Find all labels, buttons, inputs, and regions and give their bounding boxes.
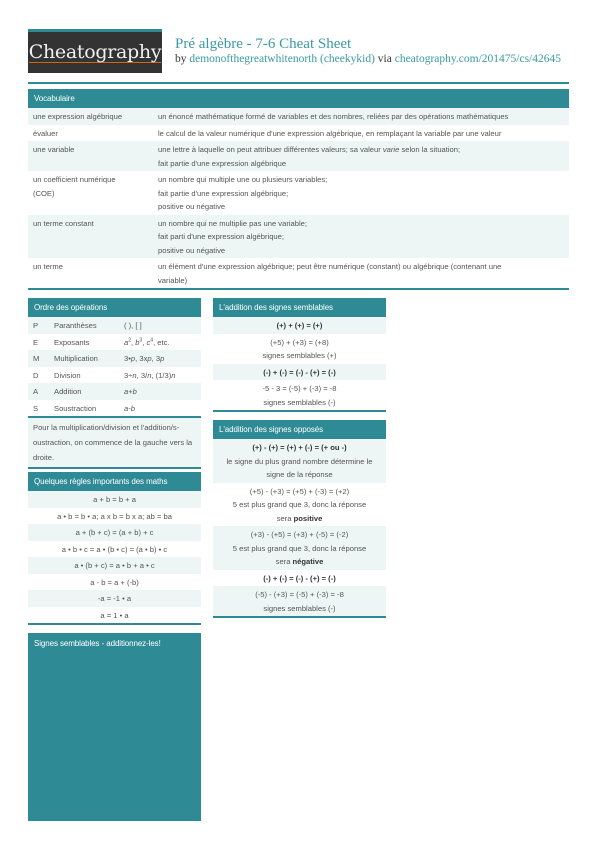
table-row — [28, 108, 569, 125]
example-line: sera positive — [276, 513, 323, 523]
def-line: fait parti d'une expression algébrique; — [158, 232, 284, 241]
example-line: (+5) + (+3) = (+8) — [270, 337, 329, 347]
rule-row — [213, 439, 386, 483]
section-bottom-border — [213, 616, 386, 618]
op-example: 3•p, 3xp, 3p — [124, 354, 165, 363]
example-row — [213, 380, 386, 410]
example-line: 5 est plus grand que 3, donc la réponse — [232, 500, 367, 509]
rule-row: a • b • c = a • (b • c) = (a • b) • c — [61, 544, 168, 554]
op-name: Division — [54, 370, 81, 380]
by-label: by — [175, 53, 187, 65]
example-row — [213, 586, 386, 616]
section-addition-opposes — [213, 420, 386, 618]
table-row — [28, 258, 569, 288]
rule-row: (-) + (-) = (-) - (+) = (-) — [213, 364, 386, 381]
table-row — [28, 317, 201, 334]
example-row — [213, 526, 386, 570]
rule-row: (+) + (+) = (+) — [213, 317, 386, 334]
section-bottom-border — [28, 467, 201, 469]
section-addition-semblables — [213, 298, 386, 412]
example-line: 5 est plus grand que 3, donc la réponse — [232, 543, 367, 553]
section-title: L'addition des signes semblables — [213, 298, 386, 317]
table-row — [28, 350, 201, 367]
definition: le calcul de la valeur numérique d'une expression algébrique, en remplaçant la variable par une valeur — [158, 128, 502, 138]
byline — [175, 53, 561, 65]
rule-row: a • b = b • a; a x b = b x a; ab = ba — [57, 511, 172, 521]
op-letter: P — [33, 321, 39, 330]
term-line: un coefficient numérique — [33, 175, 116, 184]
op-example: a-b — [124, 403, 135, 413]
op-example: $a^2$, $b^3$, $c^4$, etc. — [124, 336, 170, 347]
example-line: signes semblables (-) — [263, 397, 336, 407]
def-emphasis: varie — [382, 145, 400, 154]
section-title: Ordre des opérations — [28, 298, 201, 317]
rule-formula: (+) - (+) = (+) + (-) = (+ ou -) — [252, 443, 347, 452]
section-bottom-border — [213, 410, 386, 412]
op-letter: E — [33, 337, 39, 347]
term-line: (COE) — [33, 188, 55, 198]
definition: un énoncé mathématique formé de variables et des nombres, reliées par des opérations mathématiques — [158, 112, 509, 121]
rule-row: a • (b + c) = a • b + a • c — [28, 557, 201, 574]
op-example: ( ), [ ] — [124, 321, 142, 330]
rule-row: a + b = b + a — [28, 491, 201, 508]
term: une expression algébrique — [33, 112, 123, 121]
op-name: Multiplication — [54, 354, 98, 363]
definition — [158, 260, 501, 287]
section-bottom-border — [28, 288, 569, 290]
via-label: via — [377, 53, 392, 65]
table-row — [28, 400, 201, 417]
def-text: selon la situation; — [399, 145, 461, 154]
def-line: positive ou négative — [158, 202, 226, 211]
sheet-url-link[interactable]: cheatography.com/201475/cs/42645 — [394, 53, 562, 65]
section-vocabulaire — [28, 89, 569, 290]
op-name: Soustraction — [54, 403, 97, 413]
author-link[interactable]: demonofthegreatwhitenorth (cheekykid) — [189, 53, 375, 65]
term: une variable — [33, 145, 75, 154]
example-row — [213, 483, 386, 527]
term: un terme — [33, 262, 63, 271]
rule-row: a + (b + c) = (a + b) + c — [28, 524, 201, 541]
op-example: 3÷n, 3/n, (1/3)n — [124, 370, 176, 380]
op-letter: M — [33, 354, 40, 363]
rule-row: a = 1 • a — [100, 610, 129, 620]
rule-line: signe de la réponse — [266, 470, 333, 479]
table-row — [28, 125, 569, 142]
rule-row: -a = -1 • a — [28, 590, 201, 607]
table-row — [28, 171, 569, 215]
def-line: fait partie d'une expression algébrique; — [158, 188, 289, 198]
def-line: un nombre qui ne multiplie pas une variable; — [158, 218, 308, 228]
example-line: (+5) - (+3) = (+5) + (-3) = (+2) — [249, 486, 350, 496]
section-title: Signes semblables - additionnez-les! — [28, 633, 201, 655]
def-text: une lettre à laquelle on peut attribuer différentes valeurs; sa valeur — [158, 145, 383, 154]
def-line: un élément d'une expression algébrique; peut être numérique (constant) ou algébrique (contenant une — [158, 262, 502, 271]
cheatography-logo[interactable] — [28, 29, 162, 73]
op-example: a+b — [124, 387, 137, 396]
ordre-note: Pour la multiplication/division et l'addition/s- oustraction, on commence de la gauche vers la droite. — [28, 418, 201, 467]
section-title: Quelques règles importants des maths — [28, 472, 201, 491]
table-row — [28, 334, 201, 351]
section-ordre-operations — [28, 298, 201, 469]
example-line: (-5) - (+3) = (-5) + (-3) = -8 — [255, 590, 344, 599]
def-line: variable) — [158, 275, 188, 285]
term: un terme constant — [33, 218, 94, 228]
section-regles-maths — [28, 472, 201, 625]
logo-text: Cheatography — [28, 41, 162, 63]
term — [28, 173, 158, 214]
rule-line: le signe du plus grand nombre détermine le — [226, 456, 373, 466]
table-row — [28, 215, 569, 259]
def-line: fait partie d'une expression algébrique — [158, 158, 287, 168]
op-name: Addition — [54, 387, 82, 396]
rule-row: a - b = a + (-b) — [90, 577, 139, 587]
definition — [158, 173, 327, 214]
example-line: signes semblables (+) — [262, 351, 337, 360]
example-row — [213, 334, 386, 364]
example-line: (+3) - (+5) = (+3) + (-5) = (-2) — [250, 530, 349, 539]
definition — [158, 217, 307, 258]
section-bottom-border — [28, 623, 201, 625]
header-divider — [28, 82, 569, 84]
term: évaluer — [33, 128, 58, 138]
def-line: positive ou négative — [158, 245, 226, 255]
example-line: sera négative — [275, 557, 324, 566]
rule-row: (-) + (-) = (-) - (+) = (-) — [263, 573, 336, 583]
op-letter: D — [33, 370, 39, 380]
table-row — [28, 141, 569, 171]
example-line: signes semblables (-) — [263, 603, 336, 613]
section-title: Vocabulaire — [28, 89, 569, 108]
op-letter: A — [33, 387, 39, 396]
def-line: un nombre qui multiple une ou plusieurs variables; — [158, 175, 328, 184]
op-name: Exposants — [54, 337, 90, 347]
op-name: Paranthèses — [54, 321, 97, 330]
definition — [158, 143, 460, 170]
section-signes-semblables — [28, 633, 201, 821]
section-title: L'addition des signes opposés — [213, 420, 386, 439]
example-line: -5 - 3 = (-5) + (-3) = -8 — [262, 384, 337, 393]
op-letter: S — [33, 403, 39, 413]
page-title: Pré algèbre - 7-6 Cheat Sheet — [175, 36, 352, 52]
table-row — [28, 383, 201, 400]
table-row — [28, 367, 201, 384]
